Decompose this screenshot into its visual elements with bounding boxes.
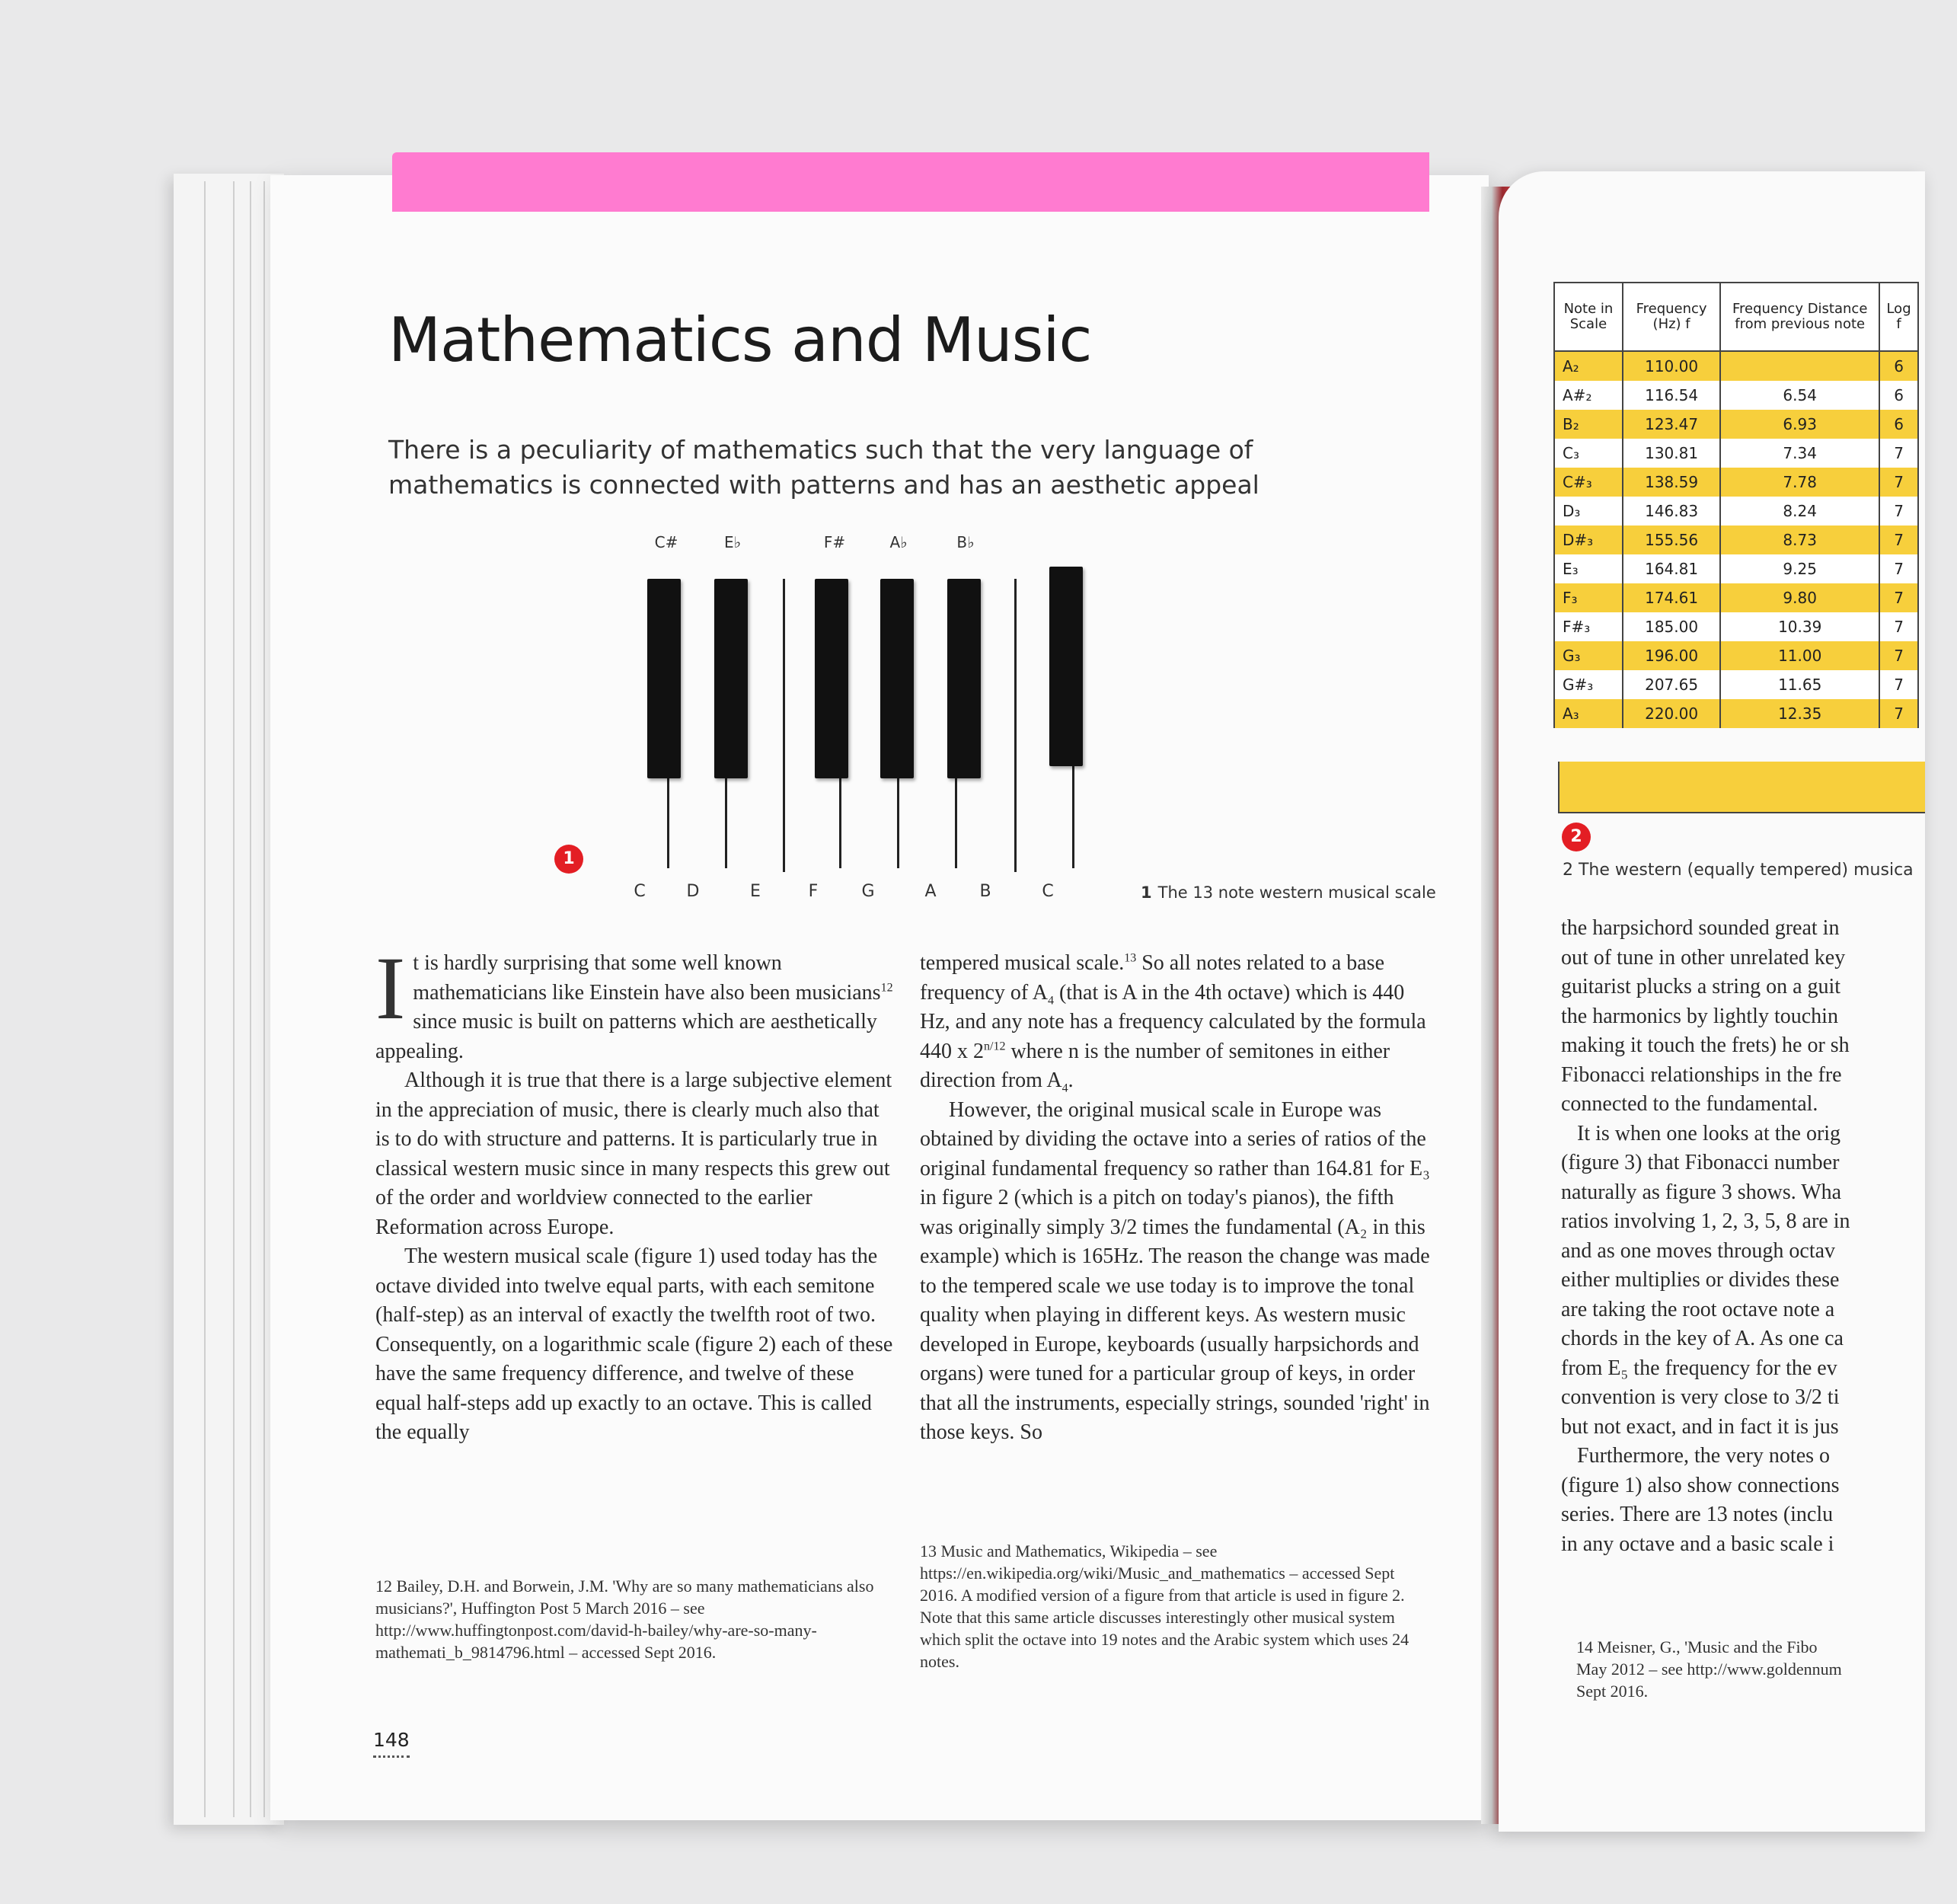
text-line: guitarist plucks a string on a guit	[1561, 975, 1841, 998]
cell-distance: 8.73	[1720, 526, 1879, 554]
figure-marker-2: 2	[1562, 823, 1591, 851]
cell-frequency: 155.56	[1623, 526, 1720, 554]
cell-distance: 8.24	[1720, 497, 1879, 526]
cell-log: 7	[1879, 468, 1918, 497]
paragraph: Although it is true that there is a large subjective element in the appreciation of music, there is clearly much also that is to do with structure and patterns. It is particularly true in classical western music since in many respects this grew out of the order and worldview connected to the earlier Reformation across Europe.	[375, 1069, 892, 1239]
table-row	[1554, 439, 1918, 468]
cell-frequency: 130.81	[1623, 439, 1720, 468]
text-line: series. There are 13 notes (inclu	[1561, 1503, 1834, 1526]
cell-distance: 6.54	[1720, 381, 1879, 410]
chapter-color-band	[392, 152, 1429, 212]
cell-note: C₃	[1554, 439, 1623, 468]
header-frequency: Frequency (Hz) f	[1623, 283, 1720, 351]
figure-marker-1: 1	[554, 845, 583, 874]
table-row	[1554, 699, 1918, 728]
figure-2-caption: 2 The western (equally tempered) musica	[1563, 861, 1914, 880]
cell-distance: 6.93	[1720, 410, 1879, 439]
cell-log: 7	[1879, 583, 1918, 612]
table-row	[1554, 468, 1918, 497]
text-line: (figure 3) that Fibonacci number	[1561, 1151, 1840, 1174]
cell-frequency: 138.59	[1623, 468, 1720, 497]
table-row	[1554, 497, 1918, 526]
key-label-g: G	[861, 882, 875, 901]
text-line: connected to the fundamental.	[1561, 1092, 1818, 1116]
cell-frequency: 220.00	[1623, 699, 1720, 728]
footnote-ref: 13	[1124, 951, 1137, 965]
cell-note: D₃	[1554, 497, 1623, 526]
cell-distance: 7.34	[1720, 439, 1879, 468]
text-line: the harmonics by lightly touchin	[1561, 1004, 1838, 1028]
cell-distance: 7.78	[1720, 468, 1879, 497]
table-row	[1554, 351, 1918, 381]
text-line: naturally as figure 3 shows. Wha	[1561, 1180, 1842, 1204]
key-label-b-flat: B♭	[956, 533, 975, 551]
body-column-middle	[920, 949, 1430, 1448]
cell-frequency: 116.54	[1623, 381, 1720, 410]
cell-frequency: 164.81	[1623, 554, 1720, 583]
key-label-e-flat: E♭	[723, 533, 742, 551]
page-stack	[174, 174, 284, 1825]
black-key-end	[1049, 567, 1083, 766]
cell-frequency: 123.47	[1623, 410, 1720, 439]
paragraph: However, the original musical scale in Europe was obtained by dividing the octave into a series of ratios of the original fundamental frequency so rather than 164.81 for E₃ in figure 2 (which is a pitch on today's pianos), the fifth was originally simply 3/2 times the fundamental (A₂ in this example) which is 165Hz. The reason the change was made to the tempered scale we use today is to improve the tonal quality when playing in different keys. As western music developed in Europe, keyboards (usually harpsichords and organs) were tuned for a particular group of keys, in order that all the instruments, especially strings, sounded 'right' in those keys. So	[920, 1097, 1430, 1444]
key-label-d: D	[686, 882, 700, 901]
table-header-row	[1554, 283, 1918, 351]
text-line: making it touch the frets) he or sh	[1561, 1033, 1850, 1057]
text-run: So all notes related to a base frequency of A	[920, 951, 1385, 1005]
cell-note: A₂	[1554, 351, 1623, 381]
cell-distance: 9.25	[1720, 554, 1879, 583]
cell-note: G#₃	[1554, 670, 1623, 699]
text-line: and as one moves through octav	[1561, 1238, 1836, 1263]
header-distance: Frequency Distance from previous note	[1720, 283, 1879, 351]
table-row	[1554, 526, 1918, 554]
cell-log: 7	[1879, 554, 1918, 583]
cell-log: 7	[1879, 497, 1918, 526]
paragraph	[920, 949, 1430, 1096]
table-row	[1554, 612, 1918, 641]
figure-1-caption	[1141, 883, 1436, 902]
table-footer	[1558, 762, 1925, 813]
text-line: It is when one looks at the orig	[1561, 1121, 1841, 1145]
cell-distance: 10.39	[1720, 612, 1879, 641]
cell-frequency: 110.00	[1623, 351, 1720, 381]
cell-distance: 12.35	[1720, 699, 1879, 728]
black-key-b-flat	[947, 579, 981, 778]
table-row	[1554, 641, 1918, 670]
key-label-e: E	[750, 882, 761, 901]
page-edge	[204, 181, 206, 1817]
cell-distance: 9.80	[1720, 583, 1879, 612]
text-line: Furthermore, the very notes o	[1561, 1444, 1831, 1468]
footnote-14	[1576, 1636, 1942, 1702]
table-row	[1554, 554, 1918, 583]
body-column-left	[375, 938, 893, 1448]
page-edge	[263, 181, 265, 1817]
drop-cap: I	[375, 938, 406, 1038]
key-divider	[783, 579, 785, 872]
cell-frequency: 207.65	[1623, 670, 1720, 699]
body-column-right	[1561, 914, 1957, 1559]
footnote-line: May 2012 – see http://www.goldennum	[1576, 1660, 1842, 1679]
cell-note: F#₃	[1554, 612, 1623, 641]
key-label-f-sharp: F#	[823, 533, 846, 551]
page-subtitle: There is a peculiarity of mathematics such that the very language of mathematics is connected with patterns and has an aesthetic appeal	[388, 435, 1259, 500]
text-line: convention is very close to 3/2 ti	[1561, 1385, 1840, 1409]
frequency-table	[1553, 282, 1919, 728]
black-key-c-sharp	[647, 579, 681, 778]
page-number: 148	[373, 1729, 410, 1758]
cell-note: B₂	[1554, 410, 1623, 439]
page-edge	[233, 181, 235, 1817]
key-label-c: C	[634, 882, 646, 901]
text-run: t is hardly surprising that some well known mathematicians like Einstein have also been musicians	[413, 951, 881, 1005]
key-label-a: A	[924, 882, 937, 901]
cell-frequency: 174.61	[1623, 583, 1720, 612]
frequency-table-figure	[1553, 282, 1919, 815]
key-label-f: F	[808, 882, 819, 901]
table-row	[1554, 670, 1918, 699]
caption-number: 1	[1141, 883, 1152, 902]
text-line: the harpsichord sounded great in	[1561, 916, 1840, 940]
text-line: either multiplies or divides these	[1561, 1268, 1840, 1292]
cell-note: A#₂	[1554, 381, 1623, 410]
footnote-12: 12 Bailey, D.H. and Borwein, J.M. 'Why are so many mathematicians also musicians?', Huffington Post 5 March 2016 – see http://www.huffingtonpost.com/david-h-bailey/why-are-so-many-mathemati_b_9814796.html – accessed Sept 2016.	[375, 1577, 874, 1662]
cell-distance: 11.65	[1720, 670, 1879, 699]
cell-log: 7	[1879, 699, 1918, 728]
table-row	[1554, 410, 1918, 439]
cell-distance	[1720, 351, 1879, 381]
cell-log: 7	[1879, 439, 1918, 468]
key-divider	[1014, 579, 1017, 872]
cell-note: E₃	[1554, 554, 1623, 583]
cell-log: 6	[1879, 381, 1918, 410]
footnote-ref: 12	[880, 981, 893, 995]
cell-note: A₃	[1554, 699, 1623, 728]
page-title: Mathematics and Music	[388, 305, 1092, 375]
paragraph: The western musical scale (figure 1) used today has the octave divided into twelve equal parts, with each semitone (half-step) as an interval of exactly the twelfth root of two. Consequently, on a logarithmic scale (figure 2) each of these have the same frequency difference, and twelve of these equal half-steps add up exactly to an octave. This is called the equally	[375, 1244, 893, 1444]
table-row	[1554, 583, 1918, 612]
text-line: out of tune in other unrelated key	[1561, 945, 1846, 970]
page-edge	[250, 181, 251, 1817]
text-line: from E₅ the frequency for the ev	[1561, 1356, 1837, 1380]
footnote-13: 13 Music and Mathematics, Wikipedia – see https://en.wikipedia.org/wiki/Music_and_mathematics – accessed Sept 2016. A modified version of a figure from that article is used in figure 2. Note that this same article discusses interestingly other musical system which split the octave into 19 notes and the Arabic system which uses 24 notes.	[920, 1541, 1409, 1671]
cell-log: 7	[1879, 641, 1918, 670]
exponent: n/12	[984, 1040, 1006, 1053]
subscript: 4	[1047, 994, 1054, 1008]
cell-note: G₃	[1554, 641, 1623, 670]
text-line: in any octave and a basic scale i	[1561, 1532, 1834, 1556]
header-log: Log f	[1879, 283, 1918, 351]
paragraph	[375, 938, 893, 1066]
cell-note: F₃	[1554, 583, 1623, 612]
key-label-c-high: C	[1042, 882, 1054, 901]
subscript: 4	[1062, 1081, 1068, 1095]
text-line: ratios involving 1, 2, 3, 5, 8 are in	[1561, 1209, 1850, 1233]
key-label-c-sharp: C#	[654, 533, 678, 551]
cell-log: 7	[1879, 670, 1918, 699]
caption-text: The 13 note western musical scale	[1157, 883, 1436, 902]
text-line: chords in the key of A. As one ca	[1561, 1327, 1844, 1350]
text-line: Fibonacci relationships in the fre	[1561, 1062, 1842, 1087]
cell-distance: 11.00	[1720, 641, 1879, 670]
cell-frequency: 196.00	[1623, 641, 1720, 670]
cell-frequency: 185.00	[1623, 612, 1720, 641]
black-key-e-flat	[714, 579, 748, 778]
text-line: are taking the root octave note a	[1561, 1297, 1835, 1321]
black-key-f-sharp	[815, 579, 848, 778]
text-run: (that is A in the 4th octave) which is 440 Hz, and any note has a frequency calculated by the formula 440 x 2	[920, 980, 1426, 1063]
text-run: .	[1068, 1069, 1074, 1092]
text-line: but not exact, and in fact it is jus	[1561, 1414, 1839, 1439]
footnote-line: Sept 2016.	[1576, 1682, 1649, 1701]
text-line: (figure 1) also show connections	[1561, 1473, 1840, 1497]
footnote-line: 14 Meisner, G., 'Music and the Fibo	[1576, 1637, 1818, 1656]
cell-log: 7	[1879, 612, 1918, 641]
black-key-a-flat	[880, 579, 914, 778]
text-run: tempered musical scale.	[920, 951, 1125, 975]
header-note: Note in Scale	[1554, 283, 1623, 351]
text-run: since music is built on patterns which are aesthetically appealing.	[375, 1010, 877, 1063]
cell-log: 7	[1879, 526, 1918, 554]
cell-frequency: 146.83	[1623, 497, 1720, 526]
cell-log: 6	[1879, 410, 1918, 439]
table-row	[1554, 381, 1918, 410]
piano-keyboard-figure	[624, 533, 1127, 914]
key-label-a-flat: A♭	[889, 533, 908, 551]
cell-note: D#₃	[1554, 526, 1623, 554]
text-run: where n is the number of semitones in either direction from A	[920, 1039, 1390, 1092]
cell-log: 6	[1879, 351, 1918, 381]
cell-note: C#₃	[1554, 468, 1623, 497]
key-label-b: B	[979, 882, 991, 901]
